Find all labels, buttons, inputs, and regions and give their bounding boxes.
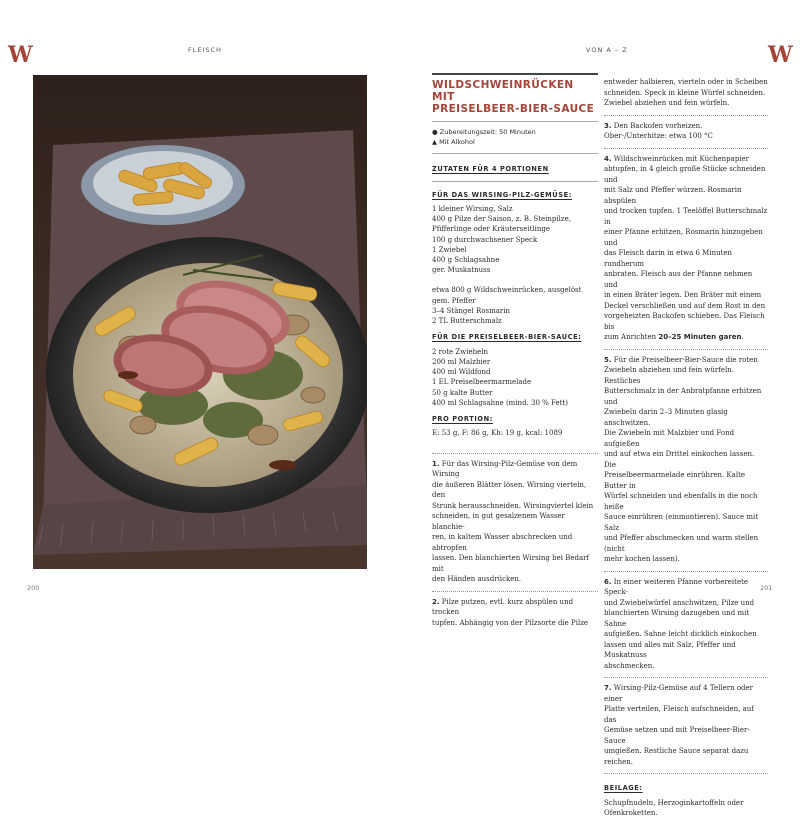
triangle-icon: ▲ — [432, 137, 437, 146]
step-text: Ober-/Unterhitze: etwa 100 °C — [604, 132, 713, 140]
step-number: 1. — [432, 459, 440, 468]
group1-heading: FÜR DAS WIRSING-PILZ-GEMÜSE: — [432, 190, 572, 199]
step-number: 4. — [604, 154, 612, 163]
step-text: Zwiebel abziehen und fein würfeln. — [604, 99, 730, 107]
step-text: lassen. Den blanchierten Wirsing bei Bedarf mit — [432, 554, 590, 573]
ingredient: 100 g durchwachsener Speck — [432, 235, 538, 244]
step-number: 6. — [604, 577, 612, 586]
step-text: Den Backofen vorheizen. — [613, 121, 703, 130]
page-number-right: 201 — [760, 584, 773, 592]
step-6 — [604, 572, 768, 679]
ingredient: 200 ml Malzbier — [432, 357, 491, 366]
page-number-left: 200 — [27, 584, 40, 592]
group1-list — [432, 204, 598, 275]
step-number: 3. — [604, 121, 612, 130]
group2-list — [432, 285, 598, 326]
step-text: schneiden, in gut gesalzenem Wasser blanchie- — [432, 512, 565, 531]
step-text: Wirsing-Pilz-Gemüse auf 4 Tellern oder einer — [604, 684, 754, 703]
portions-heading: ZUTATEN FÜR 4 PORTIONEN — [432, 165, 549, 173]
alcohol-note: Mit Alkohol — [439, 137, 475, 146]
prep-time: Zubereitungszeit: 50 Minuten — [439, 128, 536, 136]
step-text: und auf etwa ein Drittel einkochen lassen. Die — [604, 450, 755, 469]
ingredient: 2 TL Butterschmalz — [432, 317, 502, 326]
dish-photo — [33, 75, 367, 569]
step-text: mehr kochen lassen). — [604, 555, 680, 563]
step-text: Würfel schneiden und ebenfalls in die noch heiße — [604, 492, 758, 511]
step-text: vorgeheizten Backofen schieben. Das Fleisch bis — [604, 312, 765, 331]
step-text: Sauce einrühren (einmontieren). Sauce mit Salz — [604, 513, 759, 532]
step-text: Gemüse setzen und mit Preiselbeer-Bier-Sauce — [604, 726, 750, 745]
step-text: Für das Wirsing-Pilz-Gemüse von dem Wirsing — [432, 459, 578, 479]
step-4 — [604, 149, 768, 350]
step-2 — [432, 592, 598, 629]
step-text: mit Salz und Pfeffer würzen. Rosmarin abspülen — [604, 186, 742, 205]
clock-icon: ● — [432, 128, 438, 136]
title-rule — [432, 73, 598, 75]
step-text: Wildschweinrücken mit Küchenpapier — [613, 154, 750, 163]
step-text: und Zwiebelwürfel anschwitzen, Pilze und — [604, 598, 755, 607]
group3-list — [432, 347, 598, 408]
ingredient: gem. Pfeffer — [432, 296, 476, 305]
recipe-title — [432, 79, 598, 115]
ingredients-column — [432, 73, 598, 628]
nutrition-values: E: 53 g, F: 86 g, Kh: 19 g, kcal: 1089 — [432, 429, 563, 438]
step-text: und trocken tupfen. 1 Teelöffel Butterschmalz in — [604, 207, 768, 226]
step-text: die äußeren Blätter lösen. Wirsing vierteln, den — [432, 480, 587, 500]
ingredient: 50 g kalte Butter — [432, 388, 493, 397]
ingredient: 1 kleiner Wirsing, Salz — [432, 205, 513, 213]
step-text: abtupfen, in 4 gleich große Stücke schneiden und — [604, 165, 766, 184]
step-2-continued — [604, 77, 768, 116]
side-dish-heading: BEILAGE: — [604, 784, 643, 792]
step-text: zum Anrichten — [604, 333, 659, 341]
ingredient: 1 Zwiebel — [432, 245, 467, 254]
step-text: ren, in kaltem Wasser abschrecken und abtropfen — [432, 533, 573, 552]
ingredient: Pfifferlinge oder Kräuterseitlinge — [432, 225, 551, 234]
step-text: Pilze putzen, evtl. kurz abspülen und trocken — [432, 597, 574, 617]
ingredient: 3–4 Stängel Rosmarin — [432, 306, 510, 315]
running-head-left: FLEISCH — [188, 46, 222, 54]
step-number: 2. — [432, 597, 440, 606]
step-text: einer Pfanne erhitzen, Rosmarin hinzugeben und — [604, 228, 763, 247]
step-text: Preiselbeermarmelade einrühren. Kalte Butter in — [604, 471, 746, 490]
step-number: 5. — [604, 355, 612, 364]
running-head-right: VON A – Z — [586, 46, 628, 54]
ingredient: 1 EL Preiselbeermarmelade — [432, 378, 532, 387]
step-text: blanchierten Wirsing dazugeben und mit Sahne — [604, 609, 750, 628]
brand-logo-left: W — [8, 42, 32, 68]
step-text: Butterschmalz in der Anbratpfanne erhitzen und — [604, 387, 762, 406]
step-text: aufgießen. Sahne leicht dicklich einkochen — [604, 630, 757, 638]
step-text: lassen und alles mit Salz, Pfeffer und Muskatnuss — [604, 640, 736, 659]
step-3 — [604, 116, 768, 149]
brand-logo-right: W — [768, 42, 792, 68]
step-text: und Pfeffer abschmecken und warm stellen (nicht — [604, 534, 759, 553]
side-dish-text: Ofenkroketten. — [604, 809, 658, 817]
title-line-2: PREISELBEER-BIER-SAUCE — [432, 103, 595, 115]
step-text: . — [741, 333, 744, 341]
step-7 — [604, 678, 768, 774]
title-line-1: WILDSCHWEINRÜCKEN MIT — [432, 79, 574, 103]
step-1 — [432, 454, 598, 592]
step-text: Strunk herausschneiden. Wirsingviertel klein — [432, 501, 594, 510]
step-text: abschmecken. — [604, 661, 655, 670]
nutrition-heading: PRO PORTION: — [432, 414, 493, 423]
step-text: entweder halbieren, vierteln oder in Scheiben — [604, 78, 768, 86]
ingredient: ger. Muskatnuss — [432, 266, 491, 275]
step-text: das Fleisch darin in etwa 6 Minuten rundherum — [604, 249, 733, 268]
step-text: In einer weiteren Pfanne vorbereitete Speck- — [604, 577, 749, 596]
step-text: umgießen. Restliche Sauce separat dazu reichen. — [604, 747, 749, 766]
step-number: 7. — [604, 684, 612, 692]
step-text: Platte verteilen, Fleisch aufschneiden, auf das — [604, 705, 754, 724]
ingredient: 400 g Schlagsahne — [432, 256, 500, 265]
step-text: Für die Preiselbeer-Bier-Sauce die roten — [613, 355, 758, 364]
group3-heading: FÜR DIE PREISELBEER-BIER-SAUCE: — [432, 333, 582, 342]
step-text: schneiden. Speck in kleine Würfel schneiden. — [604, 88, 766, 97]
side-dish-text: Schupfnudeln, Herzoginkartoffeln oder — [604, 798, 744, 807]
ingredient: 400 ml Schlagsahne (mind. 30 % Fett) — [432, 398, 568, 407]
ingredient: 2 rote Zwiebeln — [432, 347, 489, 356]
step-text: in einen Bräter legen. Den Bräter mit einem — [604, 291, 762, 299]
step-text: den Händen ausdrücken. — [432, 575, 522, 584]
step-text: anbraten. Fleisch aus der Pfanne nehmen und — [604, 270, 753, 289]
step-text: tupfen. Abhängig von der Pilzsorte die Pilze — [432, 618, 589, 627]
step-text: Deckel verschließen und auf dem Rost in den — [604, 301, 766, 310]
ingredient: 400 ml Wildfond — [432, 368, 491, 377]
step-text: Zwiebeln darin 2–3 Minuten glasig anschwitzen. — [604, 408, 728, 427]
step-5 — [604, 350, 768, 572]
method-column — [604, 77, 768, 819]
step-emphasis: 20–25 Minuten garen — [658, 333, 742, 341]
step-text: Die Zwiebeln mit Malzbier und Fond aufgießen — [604, 429, 735, 448]
ingredient: etwa 800 g Wildschweinrücken, ausgelöst — [432, 286, 582, 295]
recipe-meta — [432, 128, 598, 147]
step-text: Zwiebeln abziehen und fein würfeln. Restliches — [604, 366, 734, 385]
ingredient: 400 g Pilze der Saison, z. B. Steinpilze, — [432, 215, 571, 224]
